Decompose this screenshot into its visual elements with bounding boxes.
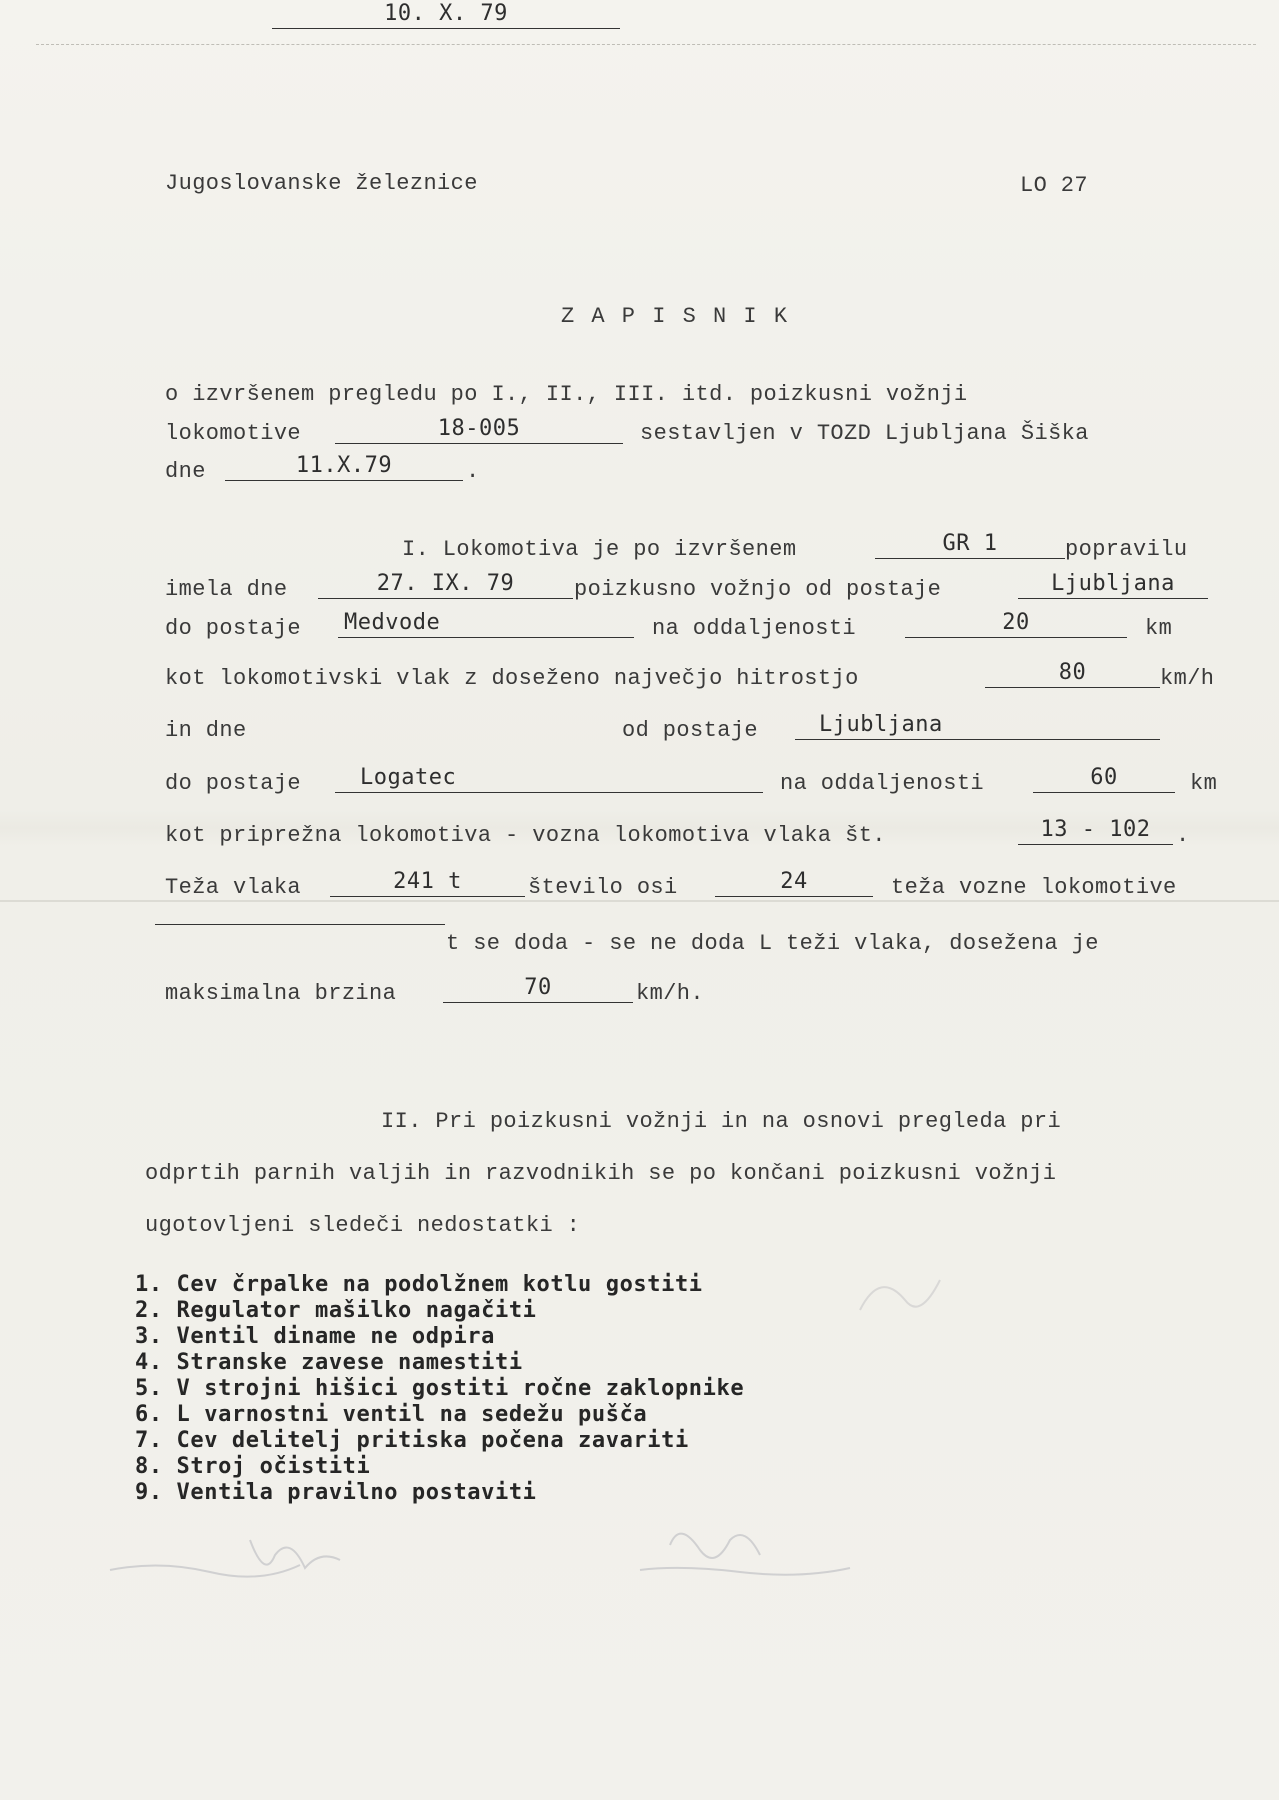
defect-item: 9. Ventila pravilno postaviti bbox=[135, 1480, 537, 1505]
weight-added-text: t se doda - se ne doda L teži vlaka, dosežena je bbox=[446, 931, 1099, 956]
document-title: Z A P I S N I K bbox=[561, 304, 790, 329]
max-speed1-field: 80 bbox=[985, 659, 1160, 688]
bleed-stamp-mark bbox=[850, 1260, 970, 1320]
trial-date1-field: 27. IX. 79 bbox=[318, 570, 573, 599]
max-speed1-unit: km/h bbox=[1160, 666, 1215, 691]
train-weight-field: 241 t bbox=[330, 868, 525, 897]
section2-line2: odprtih parnih valjih in razvodnikih se po končani poizkusni vožnji bbox=[145, 1161, 1057, 1186]
page-top-border bbox=[36, 44, 1256, 45]
defect-item: 4. Stranske zavese namestiti bbox=[135, 1350, 523, 1375]
train-number-period: . bbox=[1176, 823, 1190, 848]
distance2-label: na oddaljenosti bbox=[780, 771, 985, 796]
from-station2-field: Ljubljana bbox=[795, 711, 1160, 740]
defect-item: 2. Regulator mašilko nagačiti bbox=[135, 1298, 537, 1323]
defect-item: 7. Cev delitelj pritiska počena zavariti bbox=[135, 1428, 689, 1453]
to-station1-field: Medvode bbox=[338, 609, 634, 638]
from-station1-field: Ljubljana bbox=[1018, 570, 1208, 599]
axle-count-field: 24 bbox=[715, 868, 873, 897]
axle-count-label: število osi bbox=[528, 875, 678, 900]
section2-line1: II. Pri poizkusni vožnji in na osnovi pregleda pri bbox=[381, 1109, 1062, 1134]
bleed-signature-right bbox=[620, 1510, 870, 1590]
defect-item: 6. L varnostni ventil na sedežu pušča bbox=[135, 1402, 648, 1427]
loco-weight-label: teža vozne lokomotive bbox=[891, 875, 1177, 900]
section1-intro: I. Lokomotiva je po izvršenem bbox=[402, 537, 797, 562]
section2-line3: ugotovljeni sledeči nedostatki : bbox=[145, 1213, 581, 1238]
distance2-field: 60 bbox=[1033, 764, 1175, 793]
train-number-field: 13 - 102 bbox=[1018, 816, 1173, 845]
to-station2-field: Logatec bbox=[335, 764, 763, 793]
distance1-unit: km bbox=[1145, 616, 1173, 641]
train-number-label: kot priprežna lokomotiva - vozna lokomotiva vlaka št. bbox=[165, 823, 886, 848]
trial-from-label: poizkusno vožnjo od postaje bbox=[574, 577, 942, 602]
distance1-label: na oddaljenosti bbox=[652, 616, 857, 641]
date-label: dne bbox=[165, 459, 206, 484]
distance1-field: 20 bbox=[905, 609, 1127, 638]
to-station2-label: do postaje bbox=[165, 771, 302, 796]
intro-line: o izvršenem pregledu po I., II., III. itd. poizkusni vožnji bbox=[165, 382, 968, 407]
trial-date1-label: imela dne bbox=[165, 577, 288, 602]
locomotive-label: lokomotive bbox=[165, 421, 302, 446]
defect-item: 1. Cev črpalke na podolžnem kotlu gostiti bbox=[135, 1272, 703, 1297]
repair-suffix: popravilu bbox=[1065, 537, 1188, 562]
trial-date2-label: in dne bbox=[165, 718, 247, 743]
bleed-signature-left bbox=[100, 1520, 360, 1590]
record-date-field: 11.X.79 bbox=[225, 452, 463, 481]
composed-text: sestavljen v TOZD Ljubljana Šiška bbox=[640, 421, 1089, 446]
trial-date2-field: 10. X. 79 bbox=[272, 0, 620, 29]
from-station2-label: od postaje bbox=[622, 718, 759, 743]
max-speed2-field: 70 bbox=[443, 974, 633, 1003]
form-code: LO 27 bbox=[1020, 173, 1089, 198]
defect-item: 3. Ventil diname ne odpira bbox=[135, 1324, 495, 1349]
distance2-unit: km bbox=[1190, 771, 1218, 796]
max-speed2-unit: km/h. bbox=[636, 981, 705, 1006]
organization-name: Jugoslovanske železnice bbox=[165, 171, 478, 196]
defect-item: 5. V strojni hišici gostiti ročne zaklopnike bbox=[135, 1376, 745, 1401]
max-speed1-label: kot lokomotivski vlak z doseženo največjo hitrostjo bbox=[165, 666, 859, 691]
repair-type-field: GR 1 bbox=[875, 530, 1065, 559]
locomotive-number-field: 18-005 bbox=[335, 415, 623, 444]
to-station1-label: do postaje bbox=[165, 616, 302, 641]
train-weight-label: Teža vlaka bbox=[165, 875, 302, 900]
max-speed2-label: maksimalna brzina bbox=[165, 981, 397, 1006]
defect-item: 8. Stroj očistiti bbox=[135, 1454, 371, 1479]
loco-weight-field bbox=[155, 924, 445, 925]
date-period: . bbox=[466, 459, 480, 484]
